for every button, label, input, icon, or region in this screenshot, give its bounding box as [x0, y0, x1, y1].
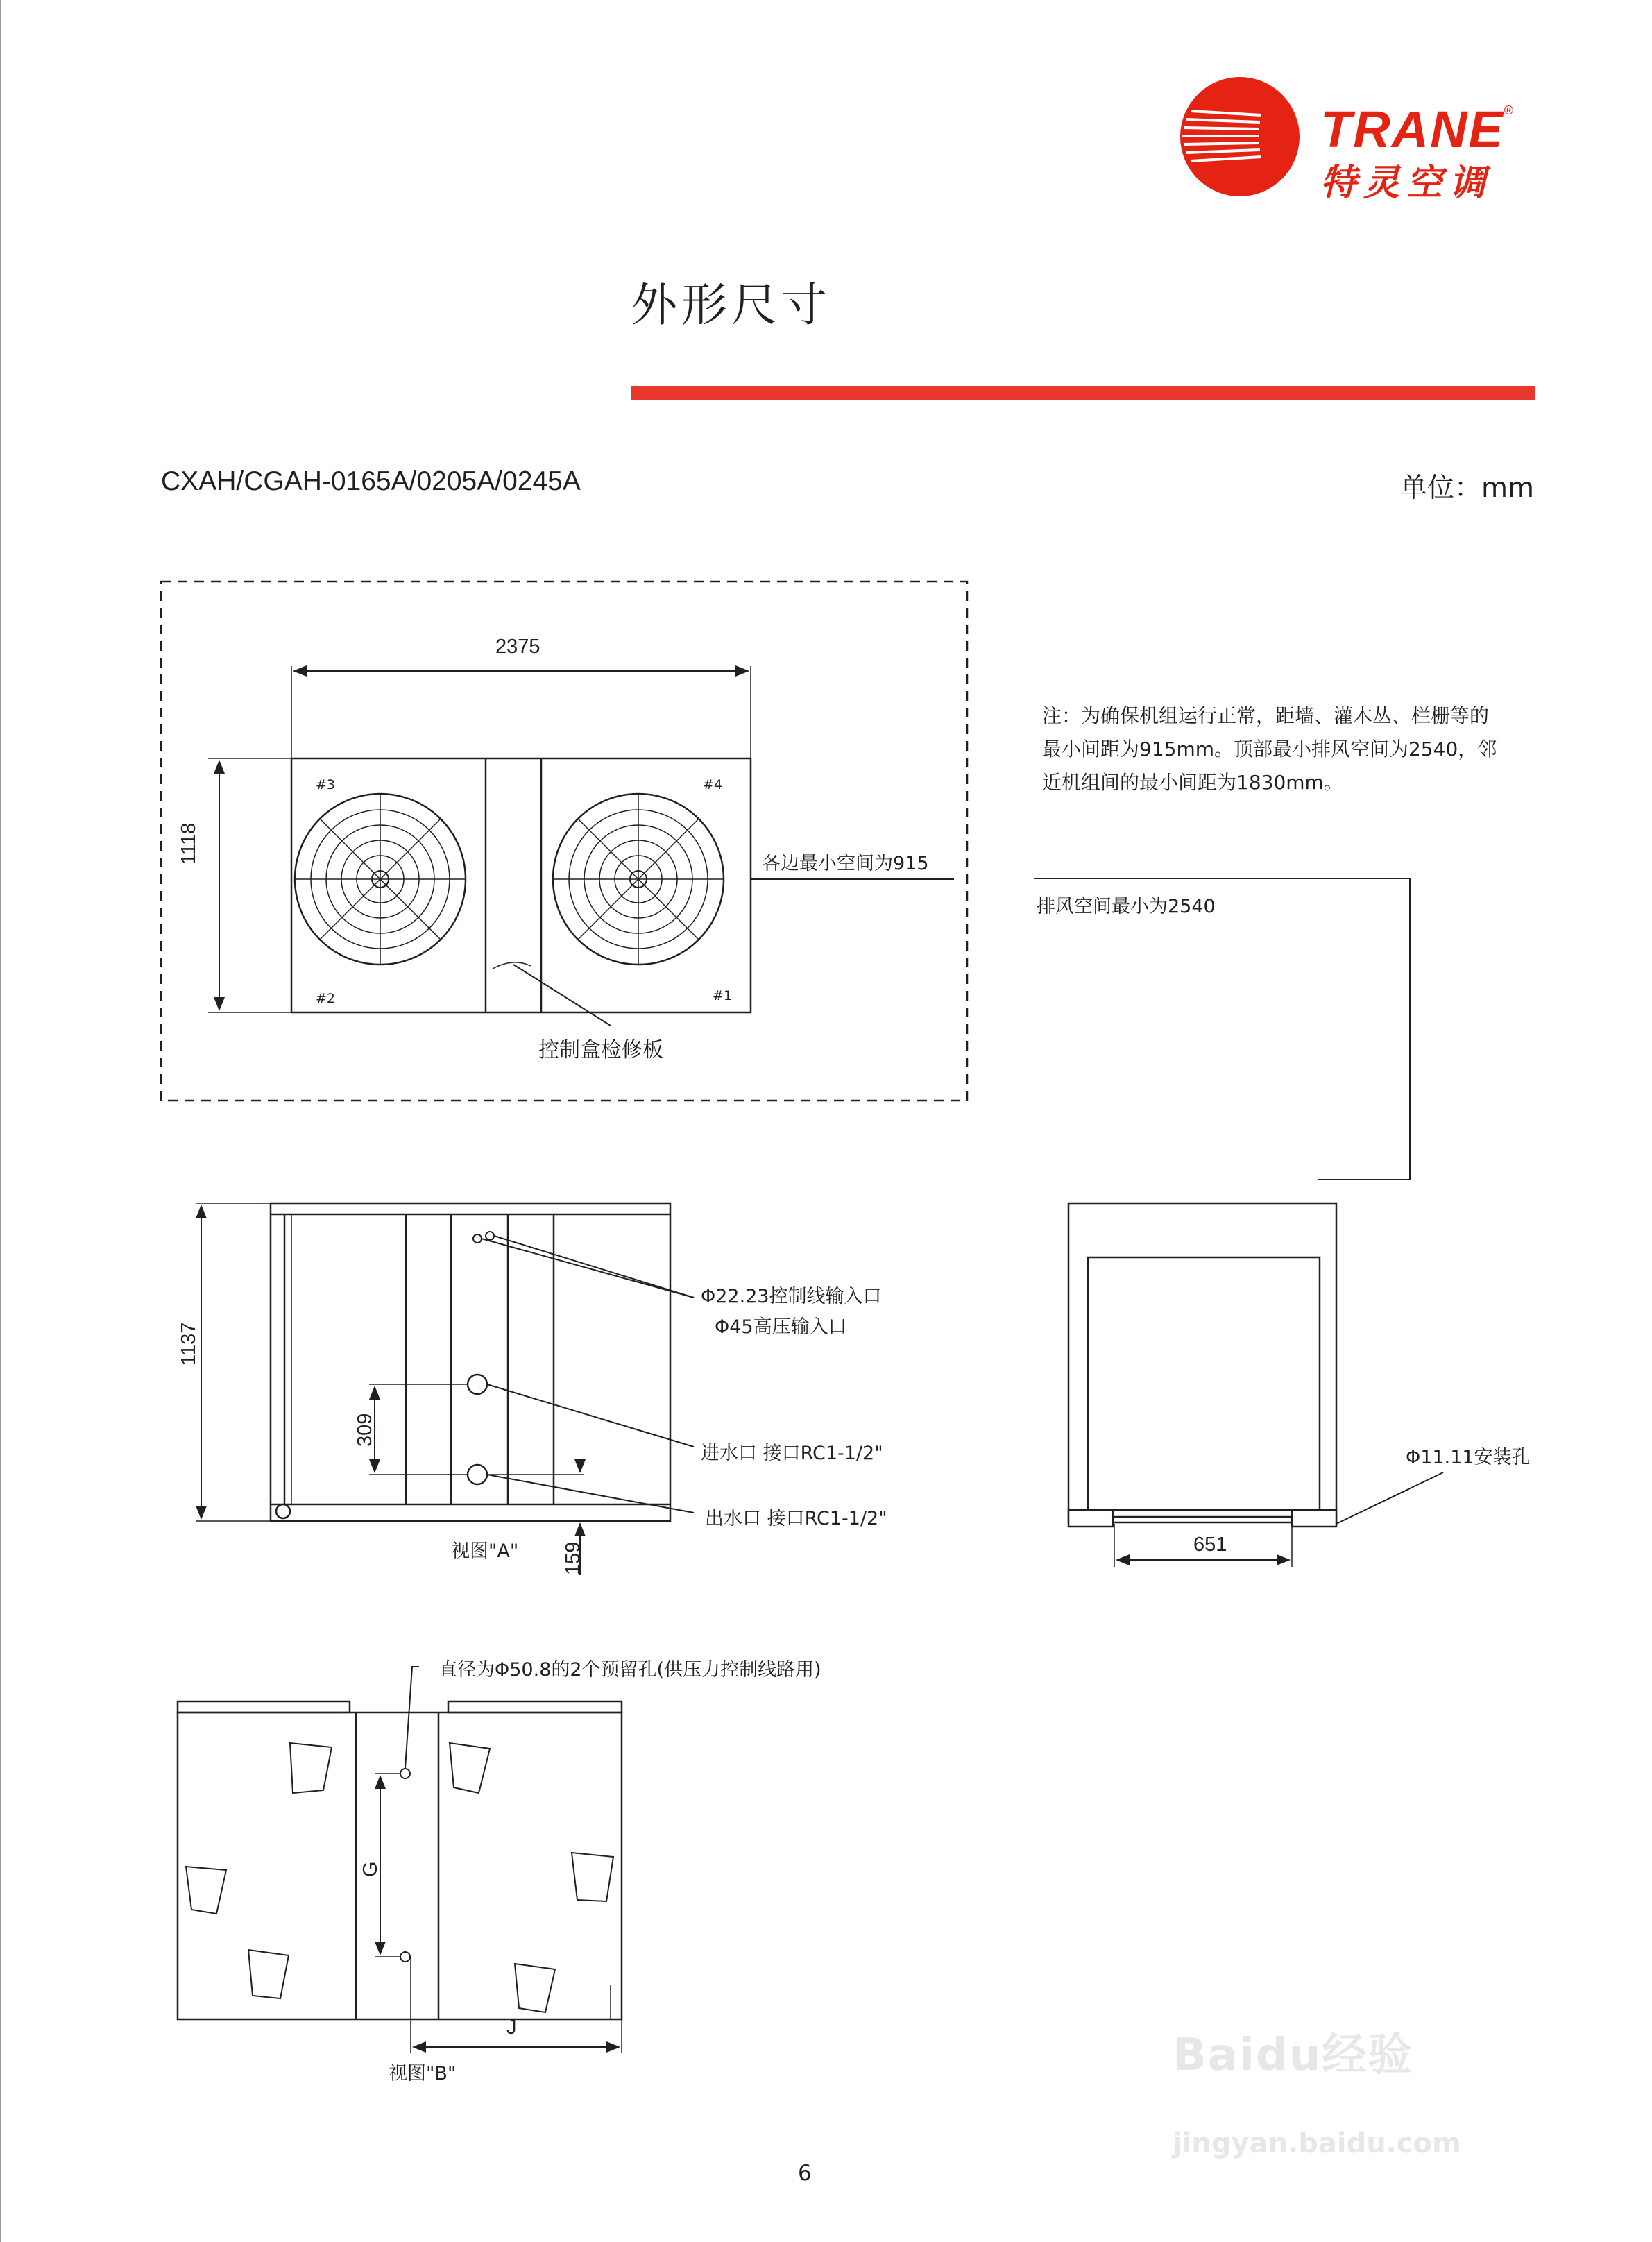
view-b-caption: 视图"B" — [389, 2063, 457, 2084]
clearance-label: 各边最小空间为915 — [762, 853, 929, 874]
top-width-dimension: 2375 — [495, 636, 540, 658]
watermark-main: Baidu经验 — [1173, 2030, 1414, 2081]
model-number: CXAH/CGAH-0165A/0205A/0245A — [161, 466, 581, 496]
dimension-j: J — [506, 2016, 517, 2039]
page-number: 6 — [798, 2161, 812, 2186]
fan-label-3: #3 — [316, 777, 336, 792]
fan-label-2: #2 — [316, 991, 336, 1006]
fan-right — [553, 794, 724, 965]
note-line-3: 近机组间的最小间距为1830mm。 — [1042, 771, 1343, 794]
clearance-boundary — [161, 581, 967, 1101]
callout-high-voltage-inlet: Φ45高压输入口 — [715, 1316, 847, 1338]
view-a-height-dimension: 1137 — [178, 1322, 200, 1366]
watermark-url: jingyan.baidu.com — [1173, 2128, 1461, 2159]
view-a-caption: 视图"A" — [451, 1540, 519, 1562]
dimension-g: G — [359, 1861, 382, 1877]
unit-label: 单位：mm — [1400, 473, 1534, 504]
callout-control-wire-inlet: Φ22.23控制线输入口 — [701, 1286, 882, 1307]
callout-water-inlet: 进水口 接口RC1-1/2" — [701, 1443, 883, 1464]
note-line-2: 最小间距为915mm。顶部最小排风空间为2540，邻 — [1042, 738, 1497, 761]
reserved-holes-note: 直径为Φ50.8的2个预留孔(供压力控制线路用) — [438, 1659, 821, 1681]
brand-name: TRANE® — [1320, 101, 1515, 158]
fan-left — [295, 794, 466, 965]
top-height-dimension: 1118 — [178, 822, 200, 865]
brand-name-cn: 特灵空调 — [1320, 162, 1493, 204]
view-a-unit — [271, 1203, 670, 1521]
control-panel-label: 控制盒检修板 — [538, 1038, 663, 1062]
note-line-1: 注：为确保机组运行正常，距墙、灌木丛、栏栅等的 — [1042, 704, 1490, 727]
dimension-309: 309 — [354, 1413, 376, 1447]
page-title: 外形尺寸 — [631, 278, 831, 332]
fan-label-4: #4 — [703, 777, 723, 792]
exhaust-bracket — [1034, 878, 1410, 1180]
mounting-hole-label: Φ11.11安装孔 — [1406, 1447, 1531, 1468]
fan-label-1: #1 — [713, 988, 733, 1003]
dimension-651: 651 — [1193, 1534, 1227, 1556]
dimension-159: 159 — [562, 1541, 584, 1575]
exhaust-label: 排风空间最小为2540 — [1037, 896, 1216, 917]
side-view-unit — [1068, 1203, 1336, 1522]
view-b-unit — [178, 1713, 622, 2019]
callout-water-outlet: 出水口 接口RC1-1/2" — [705, 1508, 887, 1529]
